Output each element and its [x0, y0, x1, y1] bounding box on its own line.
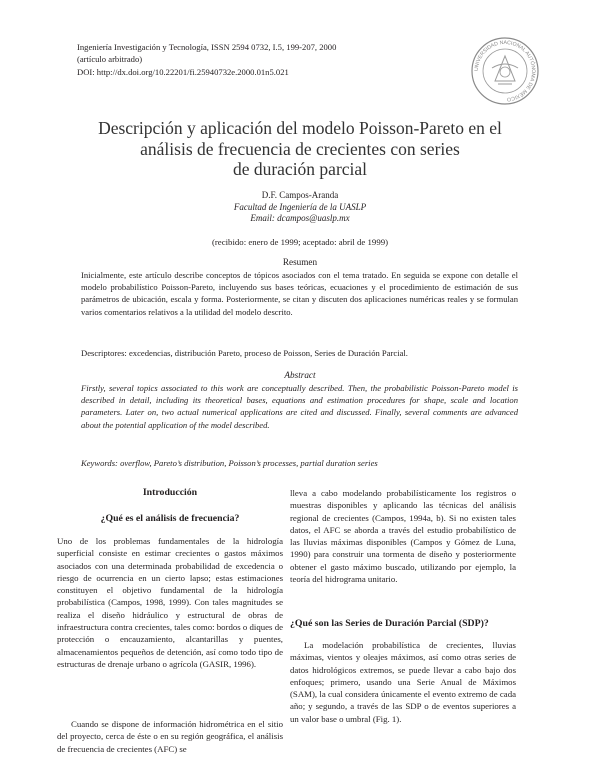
title-line-1: Descripción y aplicación del modelo Poisson-Pareto en el — [98, 118, 502, 138]
abstract-heading: Abstract — [284, 370, 316, 380]
journal-header — [77, 41, 336, 78]
right-paragraph-2: La modelación probabilística de crecientes, lluvias máximas, vientos y oleajes máximos, así como otras series de datos hidrológicos extremos, se puede llevar a cabo bajo dos enfoques; primero, usando una Serie Anual de Máximos (SAM), la cual considera únicamente el evento extremo de cada año; y segundo, a través de las SDP o de eventos superiores a un valor base o umbral (Fig. 1). — [290, 640, 516, 724]
right-paragraph-1: lleva a cabo modelando probabilísticamente los registros o muestras disponibles y aplicando las técnicas del análisis regional de crecientes (Campos, 1994a, b). Si no existen tales datos, el AFC se aborda a través del estudio probabilístico de las lluvias máximas disponibles (Campos y Gómez de Luna, 1990) para construir una tormenta de diseño y posteriormente obtener el gasto máximo buscado, utilizando por ejemplo, la teoría del hidrograma unitario. — [290, 488, 516, 585]
keywords: Keywords: overflow, Pareto’s distribution, Poisson’s processes, partial duration series — [81, 458, 378, 468]
heading-series-duracion-parcial: ¿Qué son las Series de Duración Parcial (SDP)? — [290, 618, 489, 629]
author-name: D.F. Campos-Aranda — [261, 190, 339, 200]
article-title — [40, 118, 560, 180]
journal-line: Ingeniería Investigación y Tecnología, ISSN 2594 0732, I.5, 199-207, 2000 — [77, 42, 337, 52]
doi-link[interactable]: DOI: http://dx.doi.org/10.22201/fi.25940732e.2000.01n5.021 — [77, 66, 289, 77]
article-type: (artículo arbitrado) — [77, 54, 143, 65]
author-block — [0, 190, 600, 225]
received-accepted-dates: (recibido: enero de 1999; aceptado: abril de 1999) — [211, 237, 389, 247]
university-seal-icon — [470, 36, 540, 106]
heading-introduccion: Introducción — [142, 487, 198, 498]
author-affiliation: Facultad de Ingeniería de la UASLP — [233, 201, 367, 212]
descriptores: Descriptores: excedencias, distribución Pareto, proceso de Poisson, Series de Duración Parcial. — [81, 348, 408, 358]
title-line-2: análisis de frecuencia de crecientes con series — [140, 138, 460, 159]
abstract-text: Firstly, several topics associated to this work are conceptually described. Then, the probabilistic Poisson-Pareto model is described in detail, including its theoretical bases, equations and estimation procedures for shape, scale and location parameters. Later on, two actual numerical applications are cited and discussed. Finally, several comments are advanced about the potential application of the model described. — [81, 383, 518, 430]
author-email[interactable]: Email: dcampos@uaslp.mx — [250, 213, 350, 224]
seal-text: UNIVERSIDAD NACIONAL AUTÓNOMA DE MÉXICO — [473, 39, 537, 102]
resumen-text: Inicialmente, este artículo describe conceptos de tópicos asociados con el tema tratado. En seguida se expone con detalle el modelo probabilístico Poisson-Pareto, incluyendo sus bases teóricas, ecuaciones y el procedimiento de estimación de sus parámetros de ubicación, escala y forma. Posteriormente, se citan y discuten dos aplicaciones numéricas reales y se formulan varios comentarios relativos a la utilidad del modelo descrito. — [81, 270, 518, 317]
intro-paragraph-2: Cuando se dispone de información hidrométrica en el sitio del proyecto, cerca de éste o en su región geográfica, el análisis de frecuencia de crecientes (AFC) se — [57, 719, 283, 754]
resumen-heading: Resumen — [282, 257, 318, 267]
title-line-3: de duración parcial — [232, 159, 368, 179]
heading-que-es-analisis: ¿Qué es el análisis de frecuencia? — [100, 513, 240, 524]
intro-paragraph-1: Uno de los problemas fundamentales de la hidrología superficial consiste en estimar crecientes o gastos máximos asociados con una determinada probabilidad de excedencia o riesgo de ocurrencia en un cierto lapso; estas estimaciones constituyen el objetivo fundamental de la hidrología probabilística (Campos, 1998, 1999). Con tales magnitudes se realiza el diseño hidráulico y estructural de obras de infraestructura contra crecientes, tales como: bordos o diques de protección o encauzamiento, alcantarillas y puentes, almacenamientos pequeños de detención, así como todo tipo de estructuras de drenaje urbano o agrícola (GASIR, 1996). — [57, 536, 283, 669]
